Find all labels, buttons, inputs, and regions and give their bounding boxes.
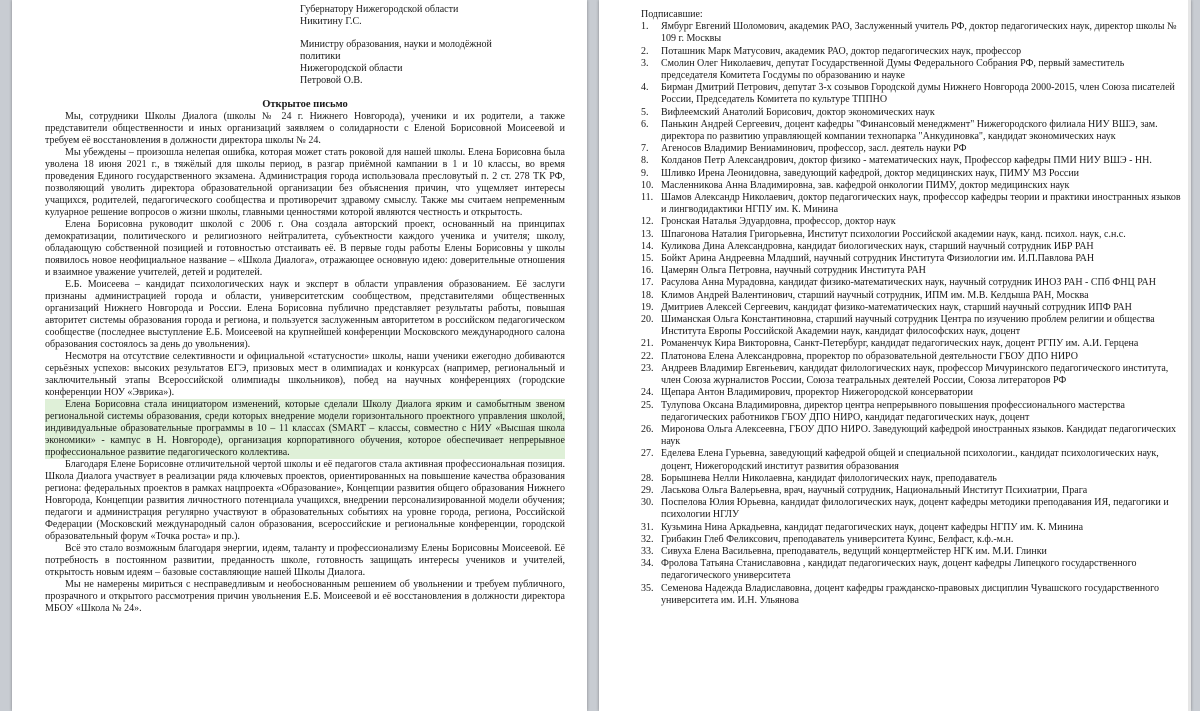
letter-paragraph: Мы не намерены мириться с несправедливым и необоснованным решением об увольнении и требуем публичного, прозрачного и открытого рассмотрения причин увольнения Е.Б. Моисеевой и её восстановления в должности директора МБОУ «Школа № 24».: [45, 579, 565, 614]
signatory-text: Колданов Петр Александрович, доктор физико - математических наук, Профессор кафедры ПМИ НИУ ВШЭ - НН.: [661, 155, 1152, 167]
signatory-number: 7.: [641, 143, 649, 155]
signatory-number: 6.: [641, 118, 649, 130]
signatory-item: [641, 265, 1181, 277]
letter-paragraph: Мы, сотрудники Школы Диалога (школы № 24 г. Нижнего Новгорода), ученики и их родители, а также представители общественности и иных организаций заявляем о солидарности с Еленой Борисовной Моисеевой и требуем её восстановления в должности директора школы № 24.: [45, 111, 565, 146]
signatory-text: Масленникова Анна Владимировна, зав. кафедрой онкологии ПИМУ, доктор медицинских наук: [661, 179, 1070, 191]
signatory-number: 24.: [641, 387, 654, 399]
signatory-number: 28.: [641, 472, 654, 484]
signatory-item: [641, 497, 1181, 521]
address-line: Губернатору Нижегородской области: [300, 4, 459, 15]
signatory-number: 12.: [641, 216, 654, 228]
signatory-number: 9.: [641, 167, 649, 179]
signatory-item: [641, 119, 1181, 143]
signatory-text: Агеносов Владимир Вениаминович, профессор, засл. деятель науки РФ: [661, 143, 967, 155]
letter-paragraph: Елена Борисовна руководит школой с 2006 г. Она создала авторский проект, основанный на принципах демократизации, политического и религиозного нейтралитета, субъектности каждого ученика и учителя; школу, обладающую собственной позицией и готовностью отстаивать её. В первые годы работы Елены Борисовны у школы появилось новое неофициальное название – «Школа Диалога», отражающее основную идею: доверительные отношения и взаимное уважение учителей, детей и родителей.: [45, 219, 565, 278]
signatory-text: Ямбург Евгений Шоломович, академик РАО, Заслуженный учитель РФ, доктор педагогических наук, директор школы № 109 г. Москвы: [661, 21, 1177, 45]
signatory-item: [641, 21, 1181, 45]
signatory-item: [641, 387, 1181, 399]
signatory-number: 11.: [641, 192, 654, 204]
signatory-item: [641, 363, 1181, 387]
letter-title: Открытое письмо: [262, 99, 348, 110]
signatory-item: [641, 168, 1181, 180]
signatory-text: Смолин Олег Николаевич, депутат Государственной Думы Федерального Собрания РФ, первый заместитель председателя Комитета Госдумы по образованию и науке: [661, 57, 1125, 82]
signatory-item: [641, 424, 1181, 448]
signatory-text: Цамерян Ольга Петровна, научный сотрудник Института РАН: [661, 265, 926, 277]
letter-paragraph: Всё это стало возможным благодаря энергии, идеям, таланту и профессионализму Елены Борисовны Моисеевой. Её потребность в постоянном развитии, преданность школе, готовность защищать интересы учеников и учителей, открытость новым идеям – базовые составляющие нашей Школы Диалога.: [45, 543, 565, 578]
signatory-item: [641, 82, 1181, 106]
signatory-text: Сивуха Елена Васильевна, преподаватель, ведущий концертмейстер НГК им. М.И. Глинки: [661, 545, 1047, 557]
signatory-item: [641, 351, 1181, 363]
signatory-item: [641, 473, 1181, 485]
signatory-number: 32.: [641, 533, 654, 545]
signatory-item: [641, 400, 1181, 424]
signatory-item: [641, 338, 1181, 350]
signatories-list: [641, 9, 1181, 607]
signatories-header: Подписавшие:: [641, 9, 703, 20]
signatory-item: [641, 216, 1181, 228]
signatory-item: [641, 192, 1181, 216]
signatory-text: Панькин Андрей Сергеевич, доцент кафедры "Финансовый менеджмент" Нижегородского филиала НИУ ВШЭ, зам. директора по развитию управляющей компании технопарка "Анкудиновка", кандидат экономических наук: [661, 118, 1158, 143]
letter-paragraph: Е.Б. Моисеева – кандидат психологических наук и эксперт в области управления образованием. Её заслуги признаны администрацией города и области, университетским сообществом, представителями общественных организаций Нижнего Новгорода и России. Елена Борисовна публично представляет результаты работы, повышая авторитет системы образования города и региона, и пользуется заслуженным авторитетом в российском педагогическом сообществе (последнее выступление Е.Б. Моисеевой на крупнейшей конференции Московского международного салона образования состоялось за день до увольнения).: [45, 279, 565, 350]
signatory-item: [641, 534, 1181, 546]
signatory-item: [641, 546, 1181, 558]
signatory-text: Гронская Наталья Эдуардовна, профессор, доктор наук: [661, 216, 896, 228]
signatory-item: [641, 46, 1181, 58]
signatory-text: Тулупова Оксана Владимировна, директор центра непрерывного повышения профессионального мастерства педагогических работников ГБОУ ДПО НИРО, кандидат педагогических наук, доцент: [661, 399, 1125, 423]
signatory-text: Кузьмина Нина Аркадьевна, кандидат педагогических наук, доцент кафедры НГПУ им. К. Минина: [661, 521, 1084, 533]
signatory-item: [641, 277, 1181, 289]
signatory-text: Семенова Надежда Владиславовна, доцент кафедры гражданско-правовых дисциплин Чувашского государственного университета им. И.Н. Ульянова: [661, 582, 1160, 606]
signatory-number: 29.: [641, 484, 654, 496]
signatory-item: [641, 290, 1181, 302]
signatory-text: Климов Андрей Валентинович, старший научный сотрудник, ИПМ им. М.В. Келдыша РАН, Москва: [661, 289, 1089, 301]
signatory-text: Шиманская Ольга Константиновна, старший научный сотрудник Центра по изучению проблем религии и общества Института Европы Российской Академии наук, кандидат философских наук, доцент: [661, 314, 1155, 338]
signatory-text: Поташник Марк Матусович, академик РАО, доктор педагогических наук, профессор: [661, 45, 1022, 57]
signatory-number: 27.: [641, 448, 654, 460]
address-line: политики: [300, 51, 341, 62]
signatory-number: 3.: [641, 57, 649, 69]
signatory-text: Романенчук Кира Викторовна, Санкт-Петербург, кандидат педагогических наук, доцент РГПУ им. А.И. Герцена: [661, 338, 1139, 350]
signatory-item: [641, 314, 1181, 338]
signatory-text: Фролова Татьяна Станиславовна , кандидат педагогических наук, доцент кафедры Липецкого государственного педагогического университета: [661, 558, 1137, 582]
signatory-number: 2.: [641, 45, 649, 57]
signatory-item: [641, 241, 1181, 253]
signatory-item: [641, 485, 1181, 497]
signatory-text: Расулова Анна Мурадовна, кандидат физико-математических наук, научный сотрудник ИНОЗ РАН - СПб ФНЦ РАН: [661, 277, 1156, 289]
signatory-number: 10.: [641, 179, 654, 191]
letter-paragraph: Несмотря на отсутствие селективности и официальной «статусности» школы, наши ученики ежегодно добиваются серьёзных успехов: высоких результатов ЕГЭ, призовых мест в олимпиадах и конкурсах (например, региональный и заключительный этапы Всероссийской олимпиады школьников), побед на научных конференциях (городские конференции НОУ «Эврика»).: [45, 351, 565, 398]
signatory-number: 4.: [641, 82, 649, 94]
letter-address-block: [300, 4, 565, 87]
signatory-item: [641, 229, 1181, 241]
signatory-number: 8.: [641, 155, 649, 167]
signatory-number: 25.: [641, 399, 654, 411]
signatory-number: 26.: [641, 423, 654, 435]
signatory-number: 20.: [641, 314, 654, 326]
signatory-number: 14.: [641, 240, 654, 252]
signatory-text: Грибакин Глеб Феликсович, преподаватель университета Куинс, Белфаст, к.ф.-м.н.: [661, 533, 1014, 545]
letter-page: [12, 0, 587, 711]
signatory-number: 15.: [641, 253, 654, 265]
signatory-number: 18.: [641, 289, 654, 301]
signatory-number: 23.: [641, 362, 654, 374]
signatory-text: Вифлеемский Анатолий Борисович, доктор экономических наук: [661, 106, 935, 118]
address-line: Нижегородской области: [300, 63, 403, 74]
signatory-text: Шпагонова Наталия Григорьевна, Институт психологии Российской академии наук, канд. психол. наук, с.н.с.: [661, 228, 1126, 240]
address-line: Петровой О.В.: [300, 75, 363, 86]
signatory-text: Бирман Дмитрий Петрович, депутат 3-х созывов Городской думы Нижнего Новгорода 2000-2015, член Союза писателей России, Председатель Комитета по культуре ТППНО: [661, 82, 1175, 106]
signatory-item: [641, 302, 1181, 314]
signatory-item: [641, 253, 1181, 265]
signatory-text: Борышнева Нелли Николаевна, кандидат филологических наук, преподаватель: [661, 472, 997, 484]
signatory-text: Еделева Елена Гурьевна, заведующий кафедрой общей и специальной психологии., кандидат психологических наук, доцент, Нижегородский институт развития образования: [661, 448, 1159, 472]
signatory-item: [641, 58, 1181, 82]
letter-paragraph: Благодаря Елене Борисовне отличительной чертой школы и её педагогов стала активная профессиональная позиция. Школа Диалога участвует в реализации ряда ключевых проектов, ориентированных на повышение качества образования региона: федеральных проектов в рамках нацпроекта «Образование», Концепции развития общего образования Нижнего Новгорода, Концепции развития личностного потенциала учащихся, внедрении персонализированной модели обучения; педагоги и администрация регулярно участвуют в образовательных событиях на уровне города, региона, Российской Федерации (Московский международный салон образования, всероссийские и региональные конференции, городской образовательный форум «Точка роста» и пр.).: [45, 459, 565, 542]
signatory-item: [641, 558, 1181, 582]
signatory-text: Андреев Владимир Евгеньевич, кандидат филологических наук, профессор Мичуринского педагогического института, член Союза журналистов России, Союза театральных деятелей России, Союза литераторов РФ: [661, 362, 1169, 387]
letter-content: [45, 4, 565, 615]
scrollbar[interactable]: [1188, 0, 1191, 711]
signatory-number: 5.: [641, 106, 649, 118]
signatory-text: Дмитриев Алексей Сергеевич, кандидат физико-математических наук, старший научный сотрудник ИПФ РАН: [661, 301, 1132, 313]
signatory-number: 34.: [641, 558, 654, 570]
signatory-text: Поспелова Юлия Юрьевна, кандидат филологических наук, доцент кафедры методики преподавания ИЯ, педагогики и психологии НГЛУ: [661, 497, 1169, 521]
signatory-item: [641, 155, 1181, 167]
signatory-text: Ласькова Ольга Валерьевна, врач, научный сотрудник, Национальный Институт Психиатрии, Прага: [661, 484, 1088, 496]
signatories-page: [599, 0, 1191, 711]
signatory-text: Миронова Ольга Алексеевна, ГБОУ ДПО НИРО. Заведующий кафедрой иностранных языков. Кандидат педагогических наук: [661, 423, 1177, 448]
signatory-number: 21.: [641, 338, 654, 350]
letter-paragraph-highlighted: Елена Борисовна стала инициатором изменений, которые сделали Школу Диалога ярким и самобытным звеном региональной системы образования, среди которых внедрение модели горизонтального проектного управления школой, индивидуальные образовательные программы в 10 – 11 классах (SMART – классы, совместно с НИУ «Высшая школа экономики» - кампус в Н. Новгороде), организация корпоративного обучения, которое обеспечивает непрерывное профессиональное развитие педагогического коллектива.: [45, 399, 565, 458]
signatory-number: 16.: [641, 265, 654, 277]
signatory-item: [641, 107, 1181, 119]
signatory-item: [641, 583, 1181, 607]
letter-paragraph: Мы убеждены – произошла нелепая ошибка, которая может стать роковой для нашей школы. Елена Борисовна была уволена 18 июня 2021 г., в тяжёлый для школы период, в разгар приёмной кампании в 1 и 10 классы, во время проведения Единого государственного экзамена. Администрация города использовала пресловутый п. 2 ст. 278 ТК РФ, позволяющий уволить директора образовательной организации без объяснения причин, что ущемляет интересы учащихся, родителей, педагогического сообщества и противоречит здравому смыслу. Также мы считаем непременным кулуарное решение вопросов о жизни школы, главными ценностями которой являются честность и открытость.: [45, 147, 565, 218]
signatory-text: Куликова Дина Александровна, кандидат биологических наук, старший научный сотрудник ИБР РАН: [661, 240, 1094, 252]
signatory-number: 33.: [641, 545, 654, 557]
signatory-text: Шамов Александр Николаевич, доктор педагогических наук, профессор кафедры теории и практики иностранных языков и лингводидактики НГПУ им. К. Минина: [661, 192, 1181, 216]
signatory-number: 13.: [641, 228, 654, 240]
signatory-item: [641, 522, 1181, 534]
signatory-text: Щепара Антон Владимирович, проректор Нижегородской консерватории: [661, 387, 973, 399]
signatory-number: 31.: [641, 521, 654, 533]
signatory-number: 17.: [641, 277, 654, 289]
signatory-number: 35.: [641, 582, 654, 594]
signatory-item: [641, 143, 1181, 155]
signatory-number: 30.: [641, 497, 654, 509]
signatory-text: Платонова Елена Александровна, проректор по образовательной деятельности ГБОУ ДПО НИРО: [661, 350, 1078, 362]
signatory-number: 1.: [641, 21, 649, 33]
signatory-text: Шливко Ирена Леонидовна, заведующий кафедрой, доктор медицинских наук, ПИМУ МЗ России: [661, 167, 1080, 179]
signatory-number: 22.: [641, 350, 654, 362]
signatory-item: [641, 448, 1181, 472]
signatory-number: 19.: [641, 301, 654, 313]
address-line: Никитину Г.С.: [300, 16, 362, 27]
signatory-text: Бойкт Арина Андреевна Младший, научный сотрудник Института Физиологии им. И.П.Павлова РАН: [661, 253, 1095, 265]
signatory-item: [641, 180, 1181, 192]
address-line: Министру образования, науки и молодёжной: [300, 39, 492, 50]
